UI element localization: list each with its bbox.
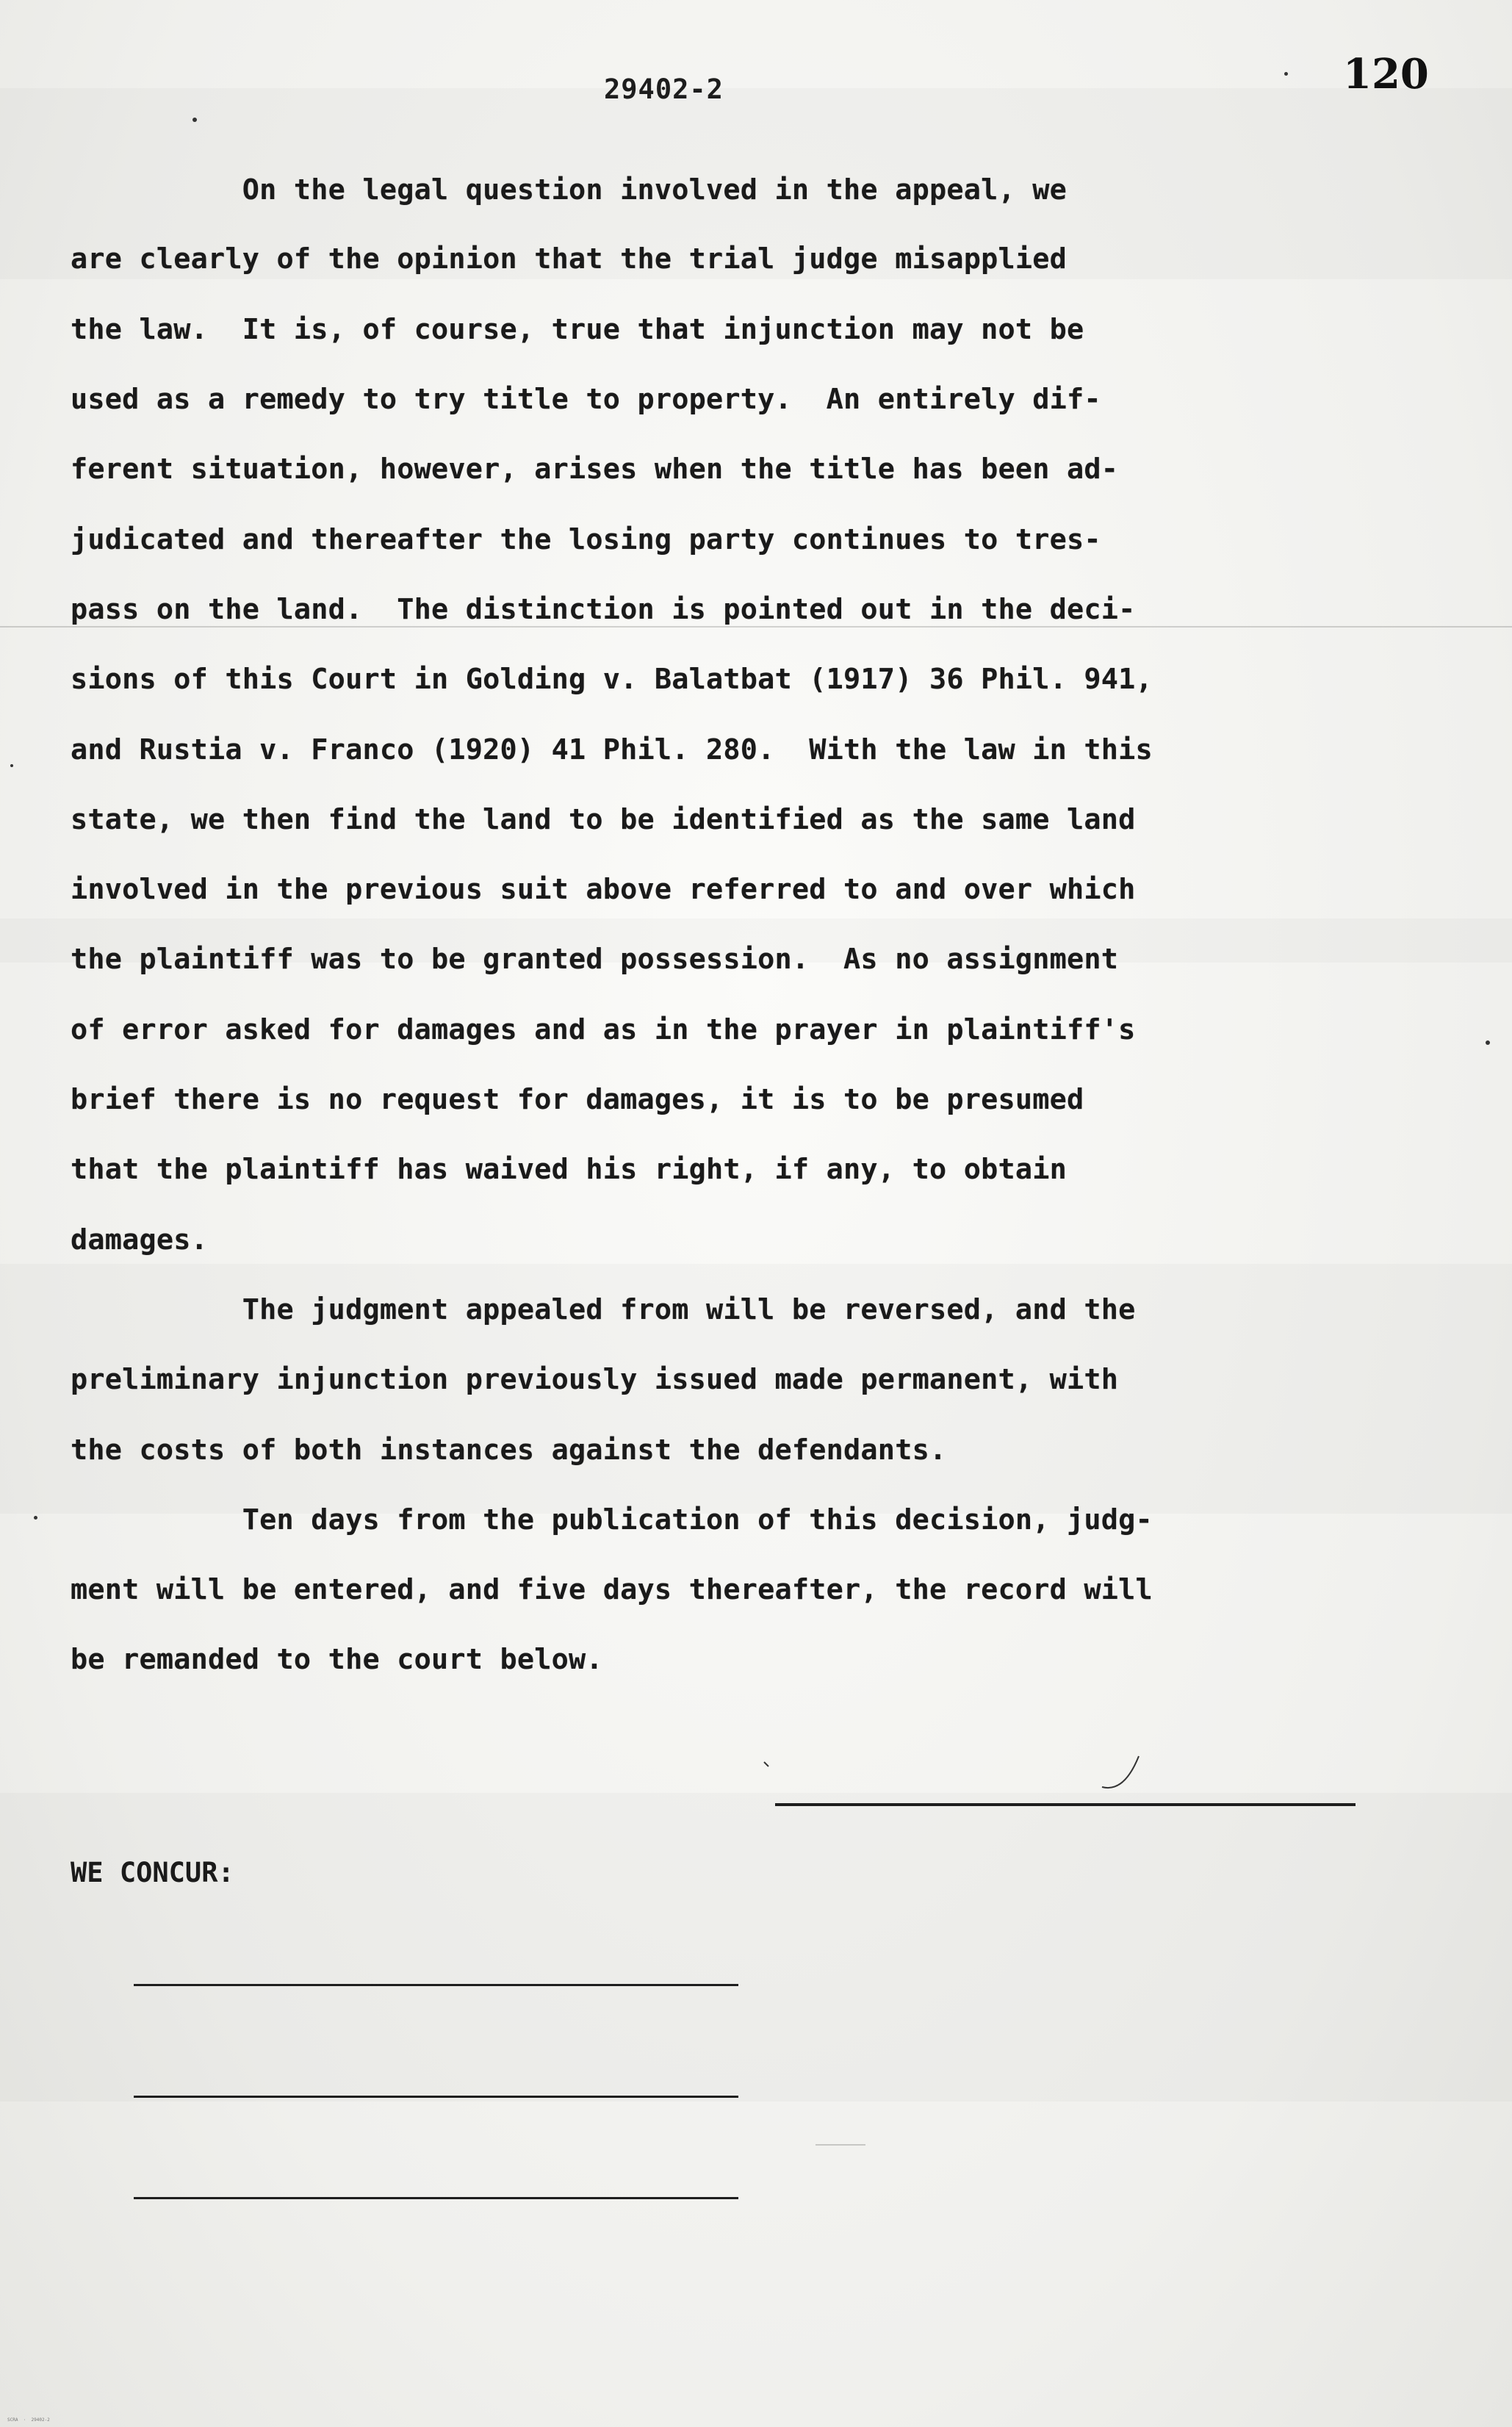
scan-artifact-mark — [816, 2144, 865, 2146]
body-line: the plaintiff was to be granted possession. As no assignment — [71, 943, 1119, 976]
body-line: judicated and thereafter the losing party continues to tres- — [71, 523, 1101, 556]
body-line: of error asked for damages and as in the prayer in plaintiff's — [71, 1013, 1136, 1046]
scan-speck — [192, 118, 197, 122]
body-line: used as a remedy to try title to property. An entirely dif- — [71, 383, 1101, 416]
concurring-signature-line — [134, 2096, 738, 2098]
body-line: damages. — [71, 1223, 209, 1256]
body-line: preliminary injunction previously issued made permanent, with — [71, 1363, 1119, 1396]
scan-speck — [1486, 1040, 1490, 1045]
case-number: 29402-2 — [604, 73, 724, 105]
concurring-signature-line — [134, 1984, 738, 1986]
scan-artifact-line — [0, 626, 1512, 628]
scan-speck — [10, 764, 13, 767]
body-line: sions of this Court in Golding v. Balatbat (1917) 36 Phil. 941, — [71, 663, 1153, 696]
body-line: ment will be entered, and five days thereafter, the record will — [71, 1573, 1153, 1606]
scan-speck — [34, 1516, 37, 1520]
page-number: 120 — [1343, 50, 1429, 98]
concurrence-label: WE CONCUR: — [71, 1857, 234, 1888]
body-line: brief there is no request for damages, it is to be presumed — [71, 1083, 1084, 1116]
body-line: state, we then find the land to be identified as the same land — [71, 803, 1136, 836]
body-line: The judgment appealed from will be reversed, and the — [71, 1293, 1136, 1326]
footer-tag: SCRA · 29402-2 — [7, 2417, 50, 2423]
body-line: and Rustia v. Franco (1920) 41 Phil. 280. With the law in this — [71, 733, 1153, 766]
body-line: that the plaintiff has waived his right, if any, to obtain — [71, 1153, 1067, 1186]
concurring-signature-line — [134, 2197, 738, 2199]
body-line: Ten days from the publication of this decision, judg- — [71, 1503, 1153, 1536]
body-line: On the legal question involved in the appeal, we — [71, 173, 1067, 206]
body-line: the law. It is, of course, true that injunction may not be — [71, 313, 1084, 346]
scan-speck — [1284, 72, 1288, 76]
body-line: the costs of both instances against the defendants. — [71, 1434, 947, 1467]
signature-scribble-icon — [757, 1749, 1168, 1808]
body-line: involved in the previous suit above referred to and over which — [71, 873, 1136, 906]
body-line: be remanded to the court below. — [71, 1643, 603, 1676]
body-line: are clearly of the opinion that the trial judge misapplied — [71, 242, 1067, 276]
body-line: ferent situation, however, arises when the title has been ad- — [71, 453, 1119, 486]
bleed-through-band — [0, 1793, 1512, 2101]
body-line: pass on the land. The distinction is pointed out in the deci- — [71, 593, 1136, 626]
